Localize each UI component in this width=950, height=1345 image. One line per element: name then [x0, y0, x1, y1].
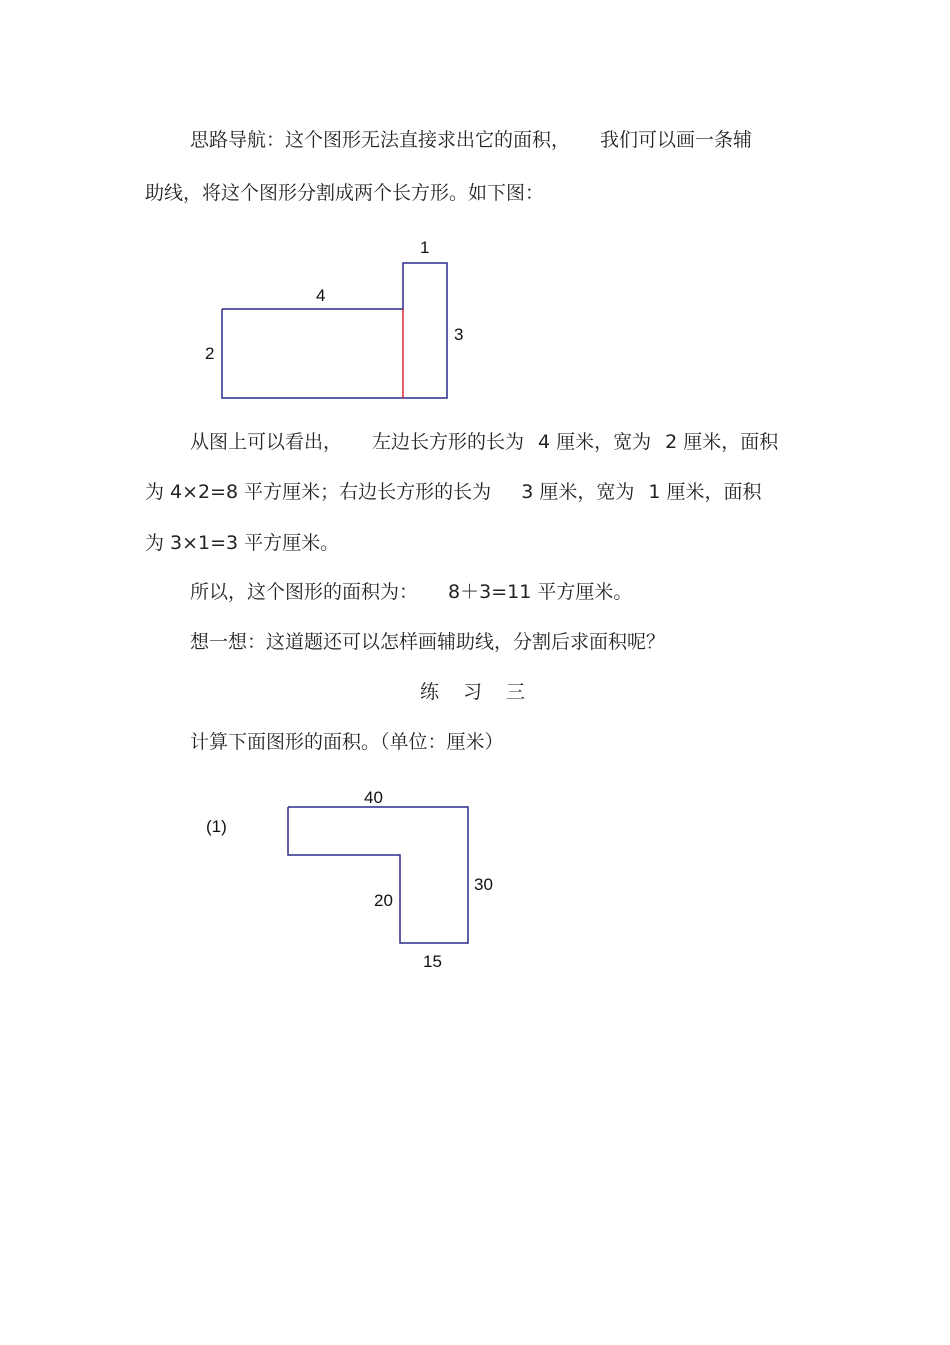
paragraph-2-line-1 [190, 430, 778, 454]
paragraph-4: 想一想：这道题还可以怎样画辅助线，分割后求面积呢？ [190, 631, 666, 653]
exercise-label-right: 30 [474, 875, 493, 894]
paragraph-2-line-3: 为 3×1=3 平方厘米。 [145, 532, 340, 554]
paragraph-2-text-g: 1 厘米，面积 [648, 481, 762, 503]
figure-1-label-right: 3 [454, 325, 464, 344]
paragraph-2-line-2 [145, 480, 761, 504]
exercise-instruction: 计算下面图形的面积。（单位：厘米） [190, 731, 504, 753]
figure-1-label-upper: 4 [316, 286, 326, 305]
exercise-figure-outline [288, 807, 468, 943]
paragraph-2-text-b: 左边长方形的长为 [372, 431, 525, 453]
paragraph-2-text-a: 从图上可以看出， [190, 431, 343, 453]
exercise-title-char-1: 练 [420, 681, 440, 703]
figure-1-outline [222, 263, 447, 398]
paragraph-3-text-a: 所以，这个图形的面积为： [190, 581, 419, 603]
paragraph-3-text-b: 8＋3=11 平方厘米。 [448, 581, 633, 603]
paragraph-2-text-c: 4 厘米，宽为 [538, 431, 652, 453]
paragraph-2-text-e: 为 4×2=8 平方厘米；右边长方形的长为 [145, 481, 492, 503]
figure-1-label-left: 2 [205, 344, 215, 363]
paragraph-2-text-f: 3 厘米，宽为 [521, 481, 635, 503]
exercise-label-inner: 20 [374, 891, 393, 910]
paragraph-2-text-d: 2 厘米，面积 [665, 431, 779, 453]
paragraph-1-text-b: 我们可以画一条辅 [600, 129, 753, 151]
exercise-label-top: 40 [364, 788, 383, 807]
exercise-label-bottom: 15 [423, 952, 442, 971]
exercise-title-char-2: 习 [463, 681, 483, 703]
exercise-problem-number: (1) [206, 817, 227, 836]
paragraph-1-line-2: 助线，将这个图形分割成两个长方形。如下图： [145, 182, 545, 204]
paragraph-3 [190, 580, 632, 604]
figure-1-label-top: 1 [420, 238, 430, 257]
exercise-title-char-3: 三 [506, 681, 526, 703]
exercise-title [408, 680, 537, 704]
paragraph-1-text-a: 思路导航：这个图形无法直接求出它的面积， [190, 129, 571, 151]
